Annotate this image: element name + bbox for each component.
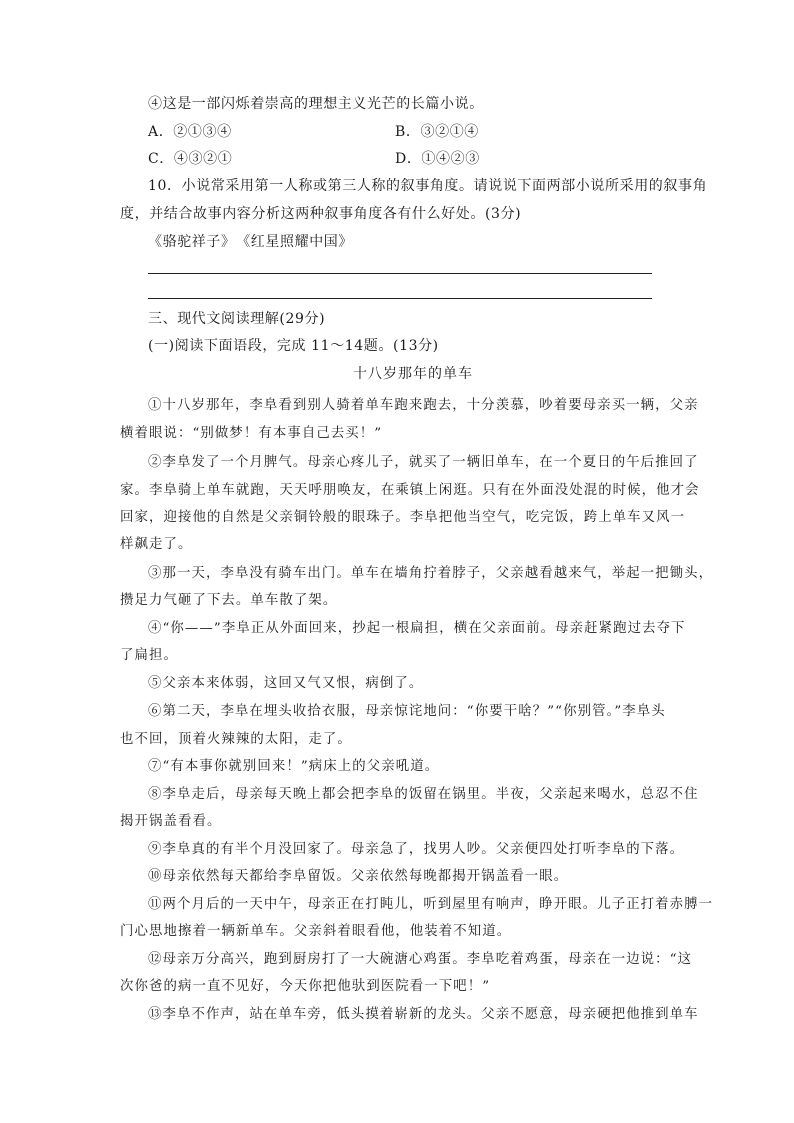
q9-option-c: C．④③②① — [148, 151, 233, 167]
story-line: 揭开锅盖看看。 — [120, 814, 222, 829]
answer-line[interactable] — [148, 273, 652, 274]
story-line: 次你爸的病一直不见好，今天你把他驮到医院看一下吧！” — [120, 979, 491, 994]
story-line: ⑬李阜不作声，站在单车旁，低头摸着崭新的龙头。父亲不愿意，母亲硬把他推到单车 — [148, 1007, 699, 1022]
story-line: 家。李阜骑上单车就跑，天天呼朋唤友，在乘镇上闲逛。只有在外面没处混的时候，他才会 — [120, 483, 700, 498]
story-line: 回家，迎接他的自然是父亲铜铃般的眼珠子。李阜把他当空气，吃完饭，跨上单车又风一 — [120, 510, 686, 525]
story-line: ⑨李阜真的有半个月没回家了。母亲急了，找男人吵。父亲便四处打听李阜的下落。 — [148, 842, 685, 857]
story-line: 门心思地擦着一辆新单车。父亲斜着眼看他，他装着不知道。 — [120, 924, 512, 939]
story-line: 攒足力气砸了下去。单车散了架。 — [120, 593, 338, 608]
story-line: ⑧李阜走后，母亲每天晚上都会把李阜的饭留在锅里。半夜，父亲起来喝水，总忍不住 — [148, 787, 699, 802]
story-line: ⑥第二天，李阜在埋头收拾衣服，母亲惊诧地问：“你要干啥？”“你别管。”李阜头 — [148, 704, 666, 719]
story-line: ⑪两个月后的一天中午，母亲正在打盹儿，听到屋里有响声，睁开眼。儿子正打着赤膊一 — [148, 897, 714, 912]
answer-line[interactable] — [148, 298, 652, 299]
story-line: 样飙走了。 — [120, 537, 193, 552]
q10-line-1: 10．小说常采用第一人称或第三人称的叙事角度。请说说下面两部小说所采用的叙事角 — [148, 178, 708, 194]
story-line: ④“你——”李阜正从外面回来，抄起一根扁担，横在父亲面前。母亲赶紧跑过去夺下 — [148, 621, 686, 636]
story-line: ⑩母亲依然每天都给李阜留饭。父亲依然每晚都揭开锅盖看一眼。 — [148, 869, 569, 884]
section-heading: 三、现代文阅读理解(29分) — [148, 311, 326, 327]
story-line: ①十八岁那年，李阜看到别人骑着单车跑来跑去，十分羡慕，吵着要母亲买一辆，父亲 — [148, 398, 699, 413]
story-line: ⑦“有本事你就别回来！”病床上的父亲吼道。 — [148, 759, 440, 774]
story-title: 十八岁那年的单车 — [353, 366, 473, 382]
q9-option-a: A．②①③④ — [148, 124, 232, 140]
story-line: 横着眼说：“别做梦！有本事自己去买！” — [120, 426, 383, 441]
story-line: 也不回，顶着火辣辣的太阳，走了。 — [120, 732, 352, 747]
q10-line-2: 度，并结合故事内容分析这两种叙事角度各有什么好处。(3分) — [120, 206, 522, 222]
story-line: ③那一天，李阜没有骑车出门。单车在墙角拧着脖子，父亲越看越来气，举起一把锄头， — [148, 566, 714, 581]
q9-item-4: ④这是一部闪烁着崇高的理想主义光芒的长篇小说。 — [148, 96, 484, 112]
q10-books: 《骆驼祥子》 《红星照耀中国》 — [148, 234, 353, 250]
story-line: 了扁担。 — [120, 648, 178, 663]
story-line: ②李阜发了一个月脾气。母亲心疼儿子，就买了一辆旧单车，在一个夏日的午后推回了 — [148, 455, 699, 470]
section-subheading: (一)阅读下面语段，完成 11～14题。(13分) — [148, 338, 439, 354]
q9-option-d: D．①④②③ — [395, 151, 480, 167]
story-line: ⑤父亲本来体弱，这回又气又恨，病倒了。 — [148, 676, 424, 691]
q9-option-b: B．③②①④ — [395, 124, 479, 140]
story-line: ⑫母亲万分高兴，跑到厨房打了一大碗溏心鸡蛋。李阜吃着鸡蛋，母亲在一边说：“这 — [148, 952, 693, 967]
